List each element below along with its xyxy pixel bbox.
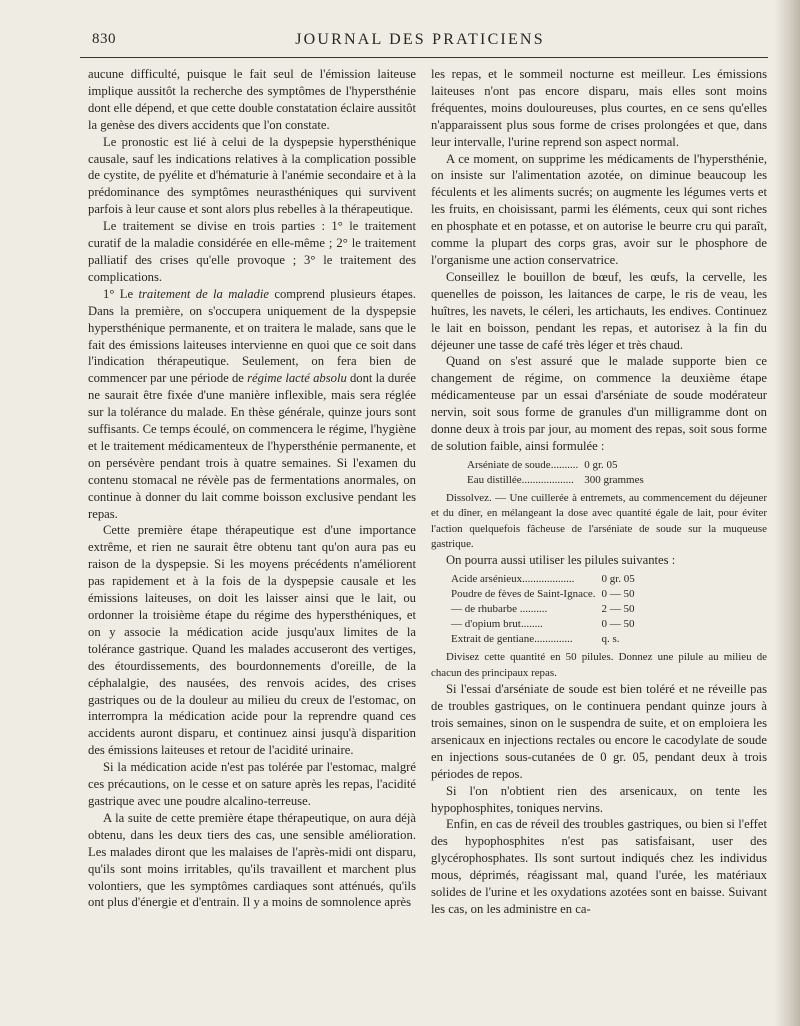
quantity: 2 — 50 xyxy=(601,603,635,616)
prescription-row xyxy=(451,572,641,587)
text: 1° Le xyxy=(103,286,139,301)
italic-text: régime lacté absolu xyxy=(247,371,347,386)
text: dont la durée ne saurait être fixée d'une manière inflexible, mais sera réglée sur la tolérance du malade. En thèse générale, quinze jours sont suffisants. Ce temps écoulé, on commencera le régime, l'hygiène et le traitement médicamenteux de l'hypersthénie permanente, et on persévère pendant trois à quatre semaines. Si l'examen du contenu stomacal ne révèle pas de fermentations anormales, on continue à donner du lait comme boisson exclusive pendant les repas. xyxy=(88,371,416,521)
quantity: 0 gr. 05 xyxy=(601,573,635,586)
quantity: q. s. xyxy=(601,633,620,646)
paragraph: aucune difficulté, puisque le fait seul de l'émission laiteuse implique aussitôt la recherche des symptômes de l'hypersthénie dont elle dépend, et que cette double constatation éclaire aussitôt la genèse des divers accidents que l'on constate. xyxy=(88,67,416,132)
prescription-table-2 xyxy=(451,572,641,647)
ingredient: Eau distillée................... xyxy=(467,473,574,486)
paragraph: Cette première étape thérapeutique est d'une importance extrême, et rien ne saurait être obtenu tant qu'on aura pas eu raison de la dyspepsie. Si les moyens précédents n'améliorent pas rapidement et à la fois de la dyspepsie causale et les émissions laiteuses, on doit les laisser ainsi que le lait, ou ordonner la troisième étape du régime des hypersthéniques, et on y associe la médication acide jusqu'aux limites de la tolérance gastrique. Quand les malades accuseront des vertiges, des étourdissements, des bourdonnements d'oreille, de la céphalalgie, des nausées, des renvois acides, des crises gastriques ou de la douleur au milieu du creux de l'estomac, on interrompra la médication acide pour la reprendre quand ces accidents auront disparu, et continuez ainsi jusqu'à disparition des émissions laiteuses et retour de l'acidité urinaire. xyxy=(88,523,416,758)
quantity: 300 grammes xyxy=(584,473,644,486)
paragraph: Enfin, en cas de réveil des troubles gastriques, ou bien si l'effet des hypophosphites n'est pas satisfaisant, user des glycérophosphates. Ils sont surtout indiqués chez les individus mous, déprimés, réagissant mal, quand l'urée, les matériaux solides de l'urine et les oxydations azotées sont en baisse. Suivant les cas, on les administre en ca- xyxy=(431,817,767,916)
paragraph: Si l'on n'obtient rien des arsenicaux, on tente les hypophosphites, toniques nervins. xyxy=(431,783,767,815)
paragraph: Conseillez le bouillon de bœuf, les œufs, la cervelle, les quenelles de poisson, les laitances de carpe, le ris de veau, les huîtres, les navets, le céleri, les artichauts, les endives. Continuez le lait en boisson, pendant les repas, et autorisez à la fin du déjeuner une tasse de café très léger et très chaud. xyxy=(431,269,767,352)
ingredient: Extrait de gentiane.............. xyxy=(451,633,573,646)
footnote-instruction: Divisez cette quantité en 50 pilules. Donnez une pilule au milieu de chacun des principaux repas. xyxy=(431,651,767,679)
header-rule xyxy=(80,57,768,58)
paragraph xyxy=(88,286,416,523)
paragraph: A ce moment, on supprime les médicaments de l'hypersthénie, on insiste sur l'alimentation azotée, on diminue beaucoup les féculents et les aliments sucrés; on augmente les légumes verts et les fruits, en choisissant, parmi les éléments, ceux qui sont riches en phosphate et en potasse, et on autorise le beurre cru qui paraît, comme la plupart des corps gras, avoir sur le phosphore de l'organisme une action conservatrice. xyxy=(431,151,767,267)
quantity: 0 gr. 05 xyxy=(584,458,618,471)
ingredient: Arséniate de soude.......... xyxy=(467,458,579,471)
prescription-row xyxy=(451,602,641,617)
quantity: 0 — 50 xyxy=(601,588,635,601)
ingredient: Acide arsénieux................... xyxy=(451,573,575,586)
ingredient: — d'opium brut........ xyxy=(451,618,543,631)
paragraph: Si la médication acide n'est pas tolérée par l'estomac, malgré ces précautions, on le cesse et on sature après les repas, l'acidité gastrique avec une poudre alcalino-terreuse. xyxy=(88,760,416,808)
prescription-row xyxy=(467,458,650,473)
journal-title: JOURNAL DES PRATICIENS xyxy=(295,31,545,48)
prescription-row xyxy=(451,587,641,602)
right-column xyxy=(431,66,767,918)
prescription-row xyxy=(467,473,650,488)
paragraph: les repas, et le sommeil nocturne est meilleur. Les émissions laiteuses n'ont pas encore disparu, mais elles sont moins fréquentes, moins douloureuses, plus courtes, en ce sens qu'elles n'apparaissent plus sous forme de crises prolongées et que, dans leur intervalle, l'urine reprend son aspect normal. xyxy=(431,67,767,149)
prescription-row xyxy=(451,632,641,647)
paragraph: A la suite de cette première étape thérapeutique, on aura déjà obtenu, dans les deux tiers des cas, une sensible amélioration. Les malades diront que les malaises de l'après-midi ont disparu, qu'ils sont moins irritables, qu'ils travaillent et marchent plus volontiers, que les symptômes cardiaques sont atténués, qu'ils ont plus d'énergie et d'entrain. Il y a moins de somnolence après xyxy=(88,810,416,910)
paragraph: Si l'essai d'arséniate de soude est bien toléré et ne réveille pas de troubles gastriques, on le continuera pendant quinze jours à trois semaines, sinon on le suspendra de suite, et on emploiera les arsenicaux en injections rectales ou encore le cacodylate de soude en injections sous-cutanées de 0 gr. 05, pendant deux à trois périodes de repos. xyxy=(431,682,767,781)
paragraph: Quand on s'est assuré que le malade supporte bien ce changement de régime, on commence la deuxième étape médicamenteuse par un essai d'arséniate de soude modérateur nervin, soit sous forme de granules d'un milligramme dont on donne deux à trois par jour, au moment des repas, soit sous forme de solution faible, ainsi formulée : xyxy=(431,354,767,453)
ingredient: Poudre de fèves de Saint-Ignace. xyxy=(451,588,596,601)
paragraph: Le traitement se divise en trois parties : 1° le traitement curatif de la maladie considérée en elle-même ; 2° le traitement palliatif des crises qu'elle provoque ; 3° le traitement des complications. xyxy=(88,219,416,284)
paragraph: On pourra aussi utiliser les pilules suivantes : xyxy=(446,553,676,568)
page-header xyxy=(80,31,760,53)
italic-text: traitement de la maladie xyxy=(138,286,269,301)
left-column xyxy=(88,66,416,911)
prescription-table-1 xyxy=(467,458,650,488)
paragraph: Le pronostic est lié à celui de la dyspepsie hypersthénique causale, sauf les indications relatives à la complication possible de cystite, de pyélite et d'hématurie à l'anémie secondaire et à la prédominance des symptômes neurasthéniques qui survivent parfois à leur cause et sont alors plus rebelles à la thérapeutique. xyxy=(88,134,416,217)
prescription-row xyxy=(451,617,641,632)
ingredient: — de rhubarbe .......... xyxy=(451,603,548,616)
footnote-instruction: Dissolvez. — Une cuillerée à entremets, au commencement du déjeuner et du dîner, en mélangeant la dose avec quantité égale de lait, pour éviter l'action quelquefois fâcheuse de l'arséniate de soude sur la muqueuse gastrique. xyxy=(431,491,767,551)
text: comprend plusieurs étapes. Dans la première, on s'occupera uniquement de la dyspepsie hypersthénique permanente, et on traitera le malade, sans que le fait des émissions laiteuses intervienne en quoi que ce soit dans l'indication thérapeutique. Seulement, on fera bien de commencer par une période de xyxy=(88,286,416,386)
page-gutter-shadow xyxy=(774,0,800,1026)
page-number: 830 xyxy=(92,31,116,47)
quantity: 0 — 50 xyxy=(601,618,635,631)
